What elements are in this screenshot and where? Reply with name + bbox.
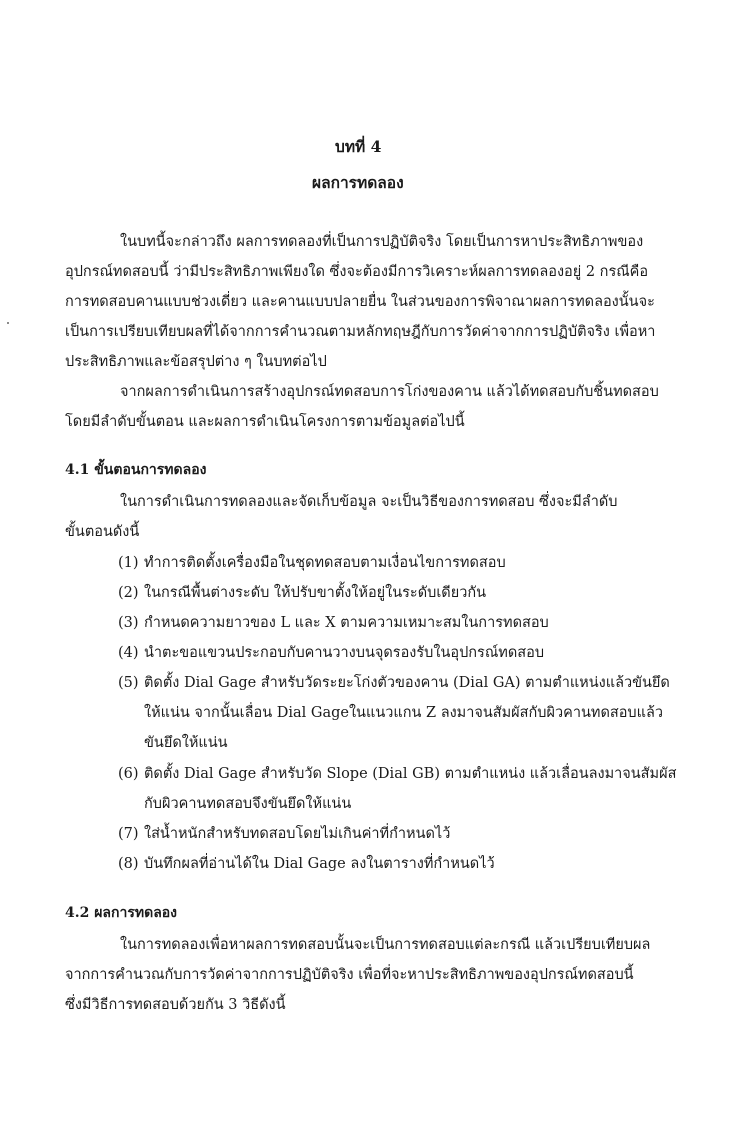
step-text: นำตะขอแขวนประกอบกับคานวางบนจุดรองรับในอุปกรณ์ทดสอบ (144, 645, 545, 661)
section-heading: 4.1 ขั้นตอนการทดลอง (65, 462, 207, 478)
intro-line: ในบทนี้จะกล่าวถึง ผลการทดลองที่เป็นการปฏิบัติจริง โดยเป็นการหาประสิทธิภาพของ (120, 234, 644, 250)
step-number: (2) (118, 585, 139, 601)
step-number: (1) (118, 555, 139, 571)
step-number: (6) (118, 766, 139, 782)
step-continuation: กับผิวคานทดสอบจึงขันยึดให้แน่น (144, 796, 352, 812)
intro-line: จากผลการดำเนินการสร้างอุปกรณ์ทดสอบการโก่งของคาน แล้วได้ทดสอบกับชิ้นทดสอบ (120, 384, 659, 400)
step-continuation: ให้แน่น จากนั้นเลื่อน Dial Gageในแนวแกน Z ลงมาจนสัมผัสกับผิวคานทดสอบแล้ว (144, 705, 664, 721)
step-text: กำหนดความยาวของ L และ X ตามความเหมาะสมในการทดสอบ (144, 615, 549, 631)
intro-line: การทดสอบคานแบบช่วงเดี่ยว และคานแบบปลายยื่น ในส่วนของการพิจาณาผลการทดลองนั้นจะ (65, 294, 655, 310)
step-text: ใส่น้ำหนักสำหรับทดสอบโดยไม่เกินค่าที่กำหนดไว้ (144, 826, 451, 842)
step-text: ติดตั้ง Dial Gage สำหรับวัด Slope (Dial GB) ตามตำแหน่ง แล้วเลื่อนลงมาจนสัมผัส (144, 766, 677, 782)
section-heading: 4.2 ผลการทดลอง (65, 905, 178, 921)
step-text: ติดตั้ง Dial Gage สำหรับวัดระยะโก่งตัวของคาน (Dial GA) ตามตำแหน่งแล้วขันยึด (144, 675, 670, 691)
step-number: (4) (118, 645, 139, 661)
step-text: ในกรณีพื้นต่างระดับ ให้ปรับขาตั้งให้อยู่ในระดับเดียวกัน (144, 585, 487, 601)
step-text: บันทึกผลที่อ่านได้ใน Dial Gage ลงในตารางที่กำหนดไว้ (144, 856, 495, 872)
section-intro-line: ในการดำเนินการทดลองและจัดเก็บข้อมูล จะเป็นวิธีของการทดสอบ ซึ่งจะมีลำดับ (120, 494, 618, 510)
step-item (118, 673, 670, 693)
intro-line: เป็นการเปรียบเทียบผลที่ได้จากการคำนวณตามหลักทฤษฎีกับการวัดค่าจากการปฏิบัติจริง เพื่อหา (65, 324, 656, 340)
step-number: (8) (118, 856, 139, 872)
intro-line: ประสิทธิภาพและข้อสรุปต่าง ๆ ในบทต่อไป (65, 354, 327, 370)
step-item (118, 583, 486, 603)
intro-line: อุปกรณ์ทดสอบนี้ ว่ามีประสิทธิภาพเพียงใด ซึ่งจะต้องมีการวิเคราะห์ผลการทดลองอยู่ 2 กรณีคือ (65, 264, 649, 280)
step-text: ทำการติดตั้งเครื่องมือในชุดทดสอบตามเงื่อนไขการทดสอบ (144, 555, 506, 571)
step-item (118, 613, 549, 633)
step-number: (3) (118, 615, 139, 631)
step-item (118, 764, 676, 784)
step-item (118, 854, 495, 874)
chapter-number: บทที่ 4 (335, 137, 382, 156)
chapter-title: ผลการทดลอง (312, 173, 404, 192)
scan-speck (7, 322, 9, 324)
step-item (118, 553, 506, 573)
step-number: (5) (118, 675, 139, 691)
section-paragraph-line: ซึ่งมีวิธีการทดสอบด้วยกัน 3 วิธีดังนี้ (65, 997, 286, 1013)
step-number: (7) (118, 826, 139, 842)
section-paragraph-line: จากการคำนวณกับการวัดค่าจากการปฏิบัติจริง เพื่อที่จะหาประสิทธิภาพของอุปกรณ์ทดสอบนี้ (65, 967, 634, 983)
step-continuation: ขันยึดให้แน่น (144, 735, 228, 751)
step-item (118, 643, 544, 663)
section-paragraph-line: ในการทดลองเพื่อหาผลการทดสอบนั้นจะเป็นการทดสอบแต่ละกรณี แล้วเปรียบเทียบผล (120, 937, 651, 953)
step-item (118, 824, 450, 844)
section-intro-line: ขั้นตอนดังนี้ (65, 524, 140, 540)
intro-line: โดยมีลำดับขั้นตอน และผลการดำเนินโครงการตามข้อมูลต่อไปนี้ (65, 414, 465, 430)
